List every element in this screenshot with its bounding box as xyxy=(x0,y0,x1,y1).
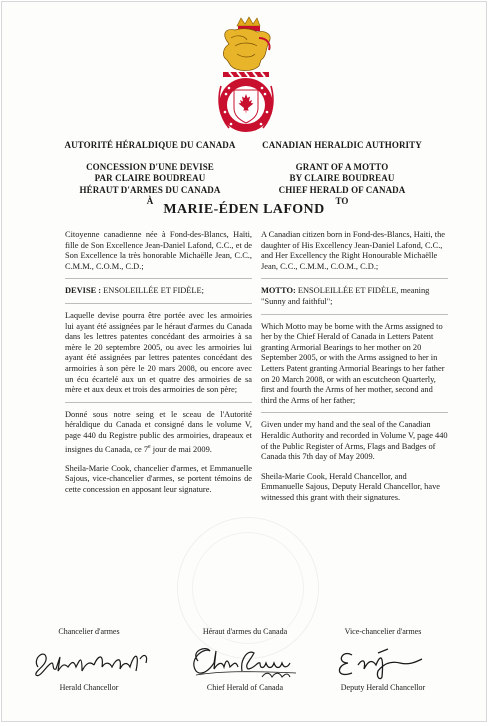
grant-to-fr: À xyxy=(146,196,154,206)
grant-title-fr: CONCESSION D'UNE DEVISE xyxy=(86,161,214,172)
divider xyxy=(65,303,252,304)
handwritten-signature-icon xyxy=(318,641,448,681)
french-text-column xyxy=(65,230,252,496)
header-english xyxy=(242,140,442,208)
grantor-en: BY CLAIRE BOUDREAU xyxy=(289,173,395,183)
handwritten-signature-icon xyxy=(24,641,154,681)
divider xyxy=(65,278,252,279)
given-en: Given under my hand and the seal of the Canadian Heraldic Authority and recorded in Volume V, page 440 of the Public Register of Arms, Flags and Badges of Canada this 7th day of May 2009. xyxy=(261,420,448,462)
motto-text-fr: ENSOLEILLÉE ET FIDÈLE; xyxy=(103,286,204,296)
signature-title-en: Herald Chancellor xyxy=(59,683,119,692)
grantor-office-en: CHIEF HERALD OF CANADA xyxy=(278,184,406,195)
witness-en: Sheila-Marie Cook, Herald Chancellor, and Emmanuelle Sajous, Deputy Herald Chancellor, have witnessed this grant with their signatures. xyxy=(261,471,440,502)
grant-title-en: GRANT OF A MOTTO xyxy=(295,161,389,172)
motto-label-en: MOTTO: xyxy=(261,286,296,296)
signature-title-fr: Chancelier d'armes xyxy=(58,627,120,636)
motto-label-fr: DEVISE : xyxy=(65,286,102,296)
heraldic-authority-crest-icon xyxy=(207,16,285,136)
intro-en: A Canadian citizen born in Fond-des-Blancs, Haiti, the daughter of His Excellency Jean-Daniel Lafond, C.C., and Her Excellency the Right Honourable Michaëlle Jean, C.C., C.M.M., C.O.M., C.D.; xyxy=(261,230,445,271)
handwritten-signature-icon xyxy=(180,641,310,681)
authority-name-fr: AUTORITÉ HÉRALDIQUE DU CANADA xyxy=(64,140,236,150)
signature-title-en: Chief Herald of Canada xyxy=(206,683,284,692)
rule-en: Which Motto may be borne with the Arms assigned to her by the Chief Herald of Canada in Letters Patent granting Armorial Bearings to her mother on 20 September 2005, or with the Arms assigned to her in Letters Patent granting Armorial Bearings to her father on 20 March 2008, or with an escutcheon Quarterly, first and fourth the Arms of her mother, second and third the Arms of her father; xyxy=(261,321,445,405)
signature-title-fr: Héraut d'armes du Canada xyxy=(202,627,288,636)
english-text-column xyxy=(261,230,448,503)
divider xyxy=(65,402,252,403)
signature-title-en: Deputy Herald Chancellor xyxy=(340,683,426,692)
recipient-name: MARIE-ÉDEN LAFOND xyxy=(163,202,325,217)
divider xyxy=(261,314,448,315)
motto-text-en: ENSOLEILLÉE ET FIDÈLE, meaning "Sunny and faithful"; xyxy=(261,286,430,306)
header-french xyxy=(50,140,250,208)
motto-fr xyxy=(65,286,252,297)
letters-patent-page xyxy=(1,1,487,722)
divider xyxy=(261,278,448,279)
witness-fr: Sheila-Marie Cook, chancelier d'armes, et Emmanuelle Sajous, vice-chancelier d'armes, se portent témoins de cette concession en apposant leur signature. xyxy=(65,463,252,495)
divider xyxy=(261,412,448,413)
intro-fr: Citoyenne canadienne née à Fond-des-Blancs, Haïti, fille de Son Excellence Jean-Daniel Lafond, C.C., et de Son Excellence la très honorable Michaëlle Jean, C.C., C.M.M., C.O.M., C.D.; xyxy=(65,230,252,271)
motto-en xyxy=(261,286,448,307)
signature-block-deputy-herald-chancellor xyxy=(318,627,448,693)
authority-name-en: CANADIAN HERALDIC AUTHORITY xyxy=(262,140,422,150)
given-fr-end: jour de mai 2009. xyxy=(150,444,212,454)
given-fr-sup: e xyxy=(148,443,151,450)
signature-block-chief-herald xyxy=(180,627,310,693)
signature-block-herald-chancellor xyxy=(24,627,154,693)
grantor-office-fr: HÉRAUT D'ARMES DU CANADA xyxy=(79,184,221,195)
grantor-fr: PAR CLAIRE BOUDREAU xyxy=(94,173,206,183)
grant-to-en: TO xyxy=(335,196,349,206)
rule-fr: Laquelle devise pourra être portée avec les armoiries lui ayant été assignées par le héraut d'armes du Canada dans les lettres patentes concédant des armoiries à sa mère le 20 septembre 2005, ou avec les armoiries lui ayant été assignées par lettres patentes concédant des armoiries à son père le 20 mars 2008, ou encore avec un écu écartelé aux un et quatre des armoiries de sa mère et aux deux et trois des armoiries de son père; xyxy=(65,310,252,395)
given-fr xyxy=(65,410,252,455)
signature-title-fr: Vice-chancelier d'armes xyxy=(344,627,422,636)
given-fr-main: Donné sous notre seing et le sceau de l'Autorité héraldique du Canada et consigné dans le volume V, page 440 du Registre public des armoiries, drapeaux et insignes du Canada, ce 7 xyxy=(65,409,252,454)
